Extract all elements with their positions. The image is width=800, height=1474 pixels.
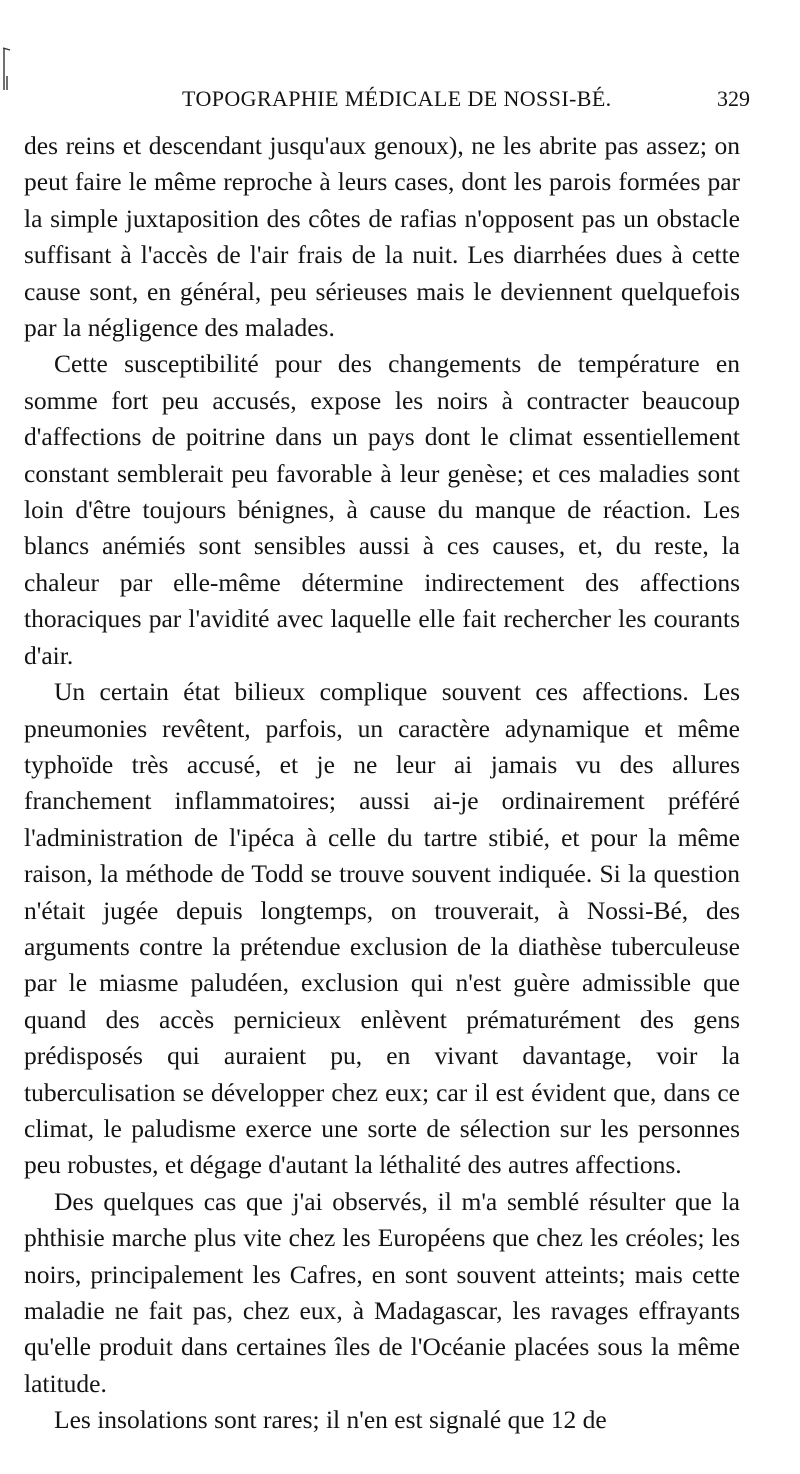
running-title: TOPOGRAPHIE MÉDICALE DE NOSSI-BÉ. <box>182 86 612 111</box>
body-text <box>24 128 740 1458</box>
page-header <box>110 86 750 116</box>
page-number: 329 <box>717 86 750 111</box>
paragraph: Un certain état bilieux complique souvent ces affections. Les pneumonies revêtent, parfois, un caractère adynamique et même typhoïde très accusé, et je ne leur ai jamais vu des allures franchement inflammatoires; aussi ai-je ordinairement préféré l'administration de l'ipéca à celle du tartre stibié, et pour la même raison, la méthode de Todd se trouve souvent indiquée. Si la question n'était jugée depuis longtemps, on trouverait, à Nossi-Bé, des arguments contre la prétendue exclusion de la diathèse tuberculeuse par le miasme paludéen, exclusion qui n'est guère admissible que quand des accès pernicieux enlèvent prématurément des gens prédisposés qui auraient pu, en vivant davantage, voir la tuberculisation se développer chez eux; car il est évident que, dans ce climat, le paludisme exerce une sorte de sélection sur les personnes peu robustes, et dégage d'autant la léthalité des autres affections. <box>24 677 740 1180</box>
scan-edge-mark <box>2 46 12 92</box>
paragraph-last: Les insolations sont rares; il n'en est signalé que 12 de <box>54 1405 607 1435</box>
paragraph-continuation: des reins et descendant jusqu'aux genoux), ne les abrite pas assez; on peut faire le même reproche à leurs cases, dont les parois formées par la simple juxtaposition des côtes de rafias n'opposent pas un obstacle suffisant à l'accès de l'air frais de la nuit. Les diarrhées dues à cette cause sont, en général, peu sérieuses mais le deviennent quelquefois par la négligence des malades. <box>24 131 740 343</box>
paragraph: Des quelques cas que j'ai observés, il m'a semblé résulter que la phthisie marche plus vite chez les Européens que chez les créoles; les noirs, principalement les Cafres, en sont souvent atteints; mais cette maladie ne fait pas, chez eux, à Madagascar, les ravages effrayants qu'elle produit dans certaines îles de l'Océanie placées sous la même latitude. <box>24 1186 740 1398</box>
paragraph: Cette susceptibilité pour des changements de température en somme fort peu accusés, expose les noirs à contracter beaucoup d'affections de poitrine dans un pays dont le climat essentiellement constant semblerait peu favorable à leur genèse; et ces maladies sont loin d'être toujours bénignes, à cause du manque de réaction. Les blancs anémiés sont sensibles aussi à ces causes, et, du reste, la chaleur par elle-même détermine indirectement des affections thoraciques par l'avidité avec laquelle elle fait rechercher les courants d'air. <box>24 349 740 670</box>
